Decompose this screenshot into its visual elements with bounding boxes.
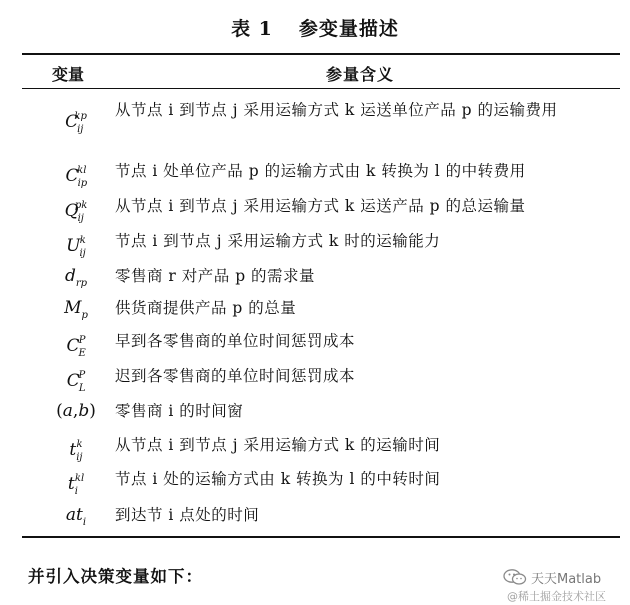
- variable-symbol: $d_{rp}$: [64, 266, 88, 289]
- table-top-rule: [22, 53, 620, 55]
- table-caption-title: 参变量描述: [298, 18, 399, 40]
- watermark: [503, 566, 627, 604]
- variable-description: 节点 i 到节点 j 采用运输方式 k 时的运输能力: [115, 232, 441, 250]
- variable-description: 迟到各零售商的单位时间惩罚成本: [115, 367, 356, 385]
- variable-description: 节点 i 处单位产品 p 的运输方式由 k 转换为 l 的中转费用: [115, 162, 526, 180]
- column-header-variable: 变量: [51, 65, 84, 84]
- variable-symbol: $M_p$: [64, 298, 88, 321]
- variable-symbol: $U_{ij}^k$: [66, 235, 86, 259]
- variable-description: 到达节 i 点处的时间: [115, 506, 260, 524]
- table-header-rule: [22, 88, 620, 89]
- table-caption: [0, 14, 630, 41]
- variable-symbol: (a,b): [56, 401, 96, 421]
- variable-symbol: $C_{ip}^{kl}$: [65, 165, 88, 189]
- watermark-name: 天天Matlab: [531, 572, 602, 587]
- table-bottom-rule: [22, 536, 620, 538]
- variable-symbol: $at_i$: [65, 505, 87, 528]
- variable-symbol: $Q_{ij}^{pk}$: [64, 200, 88, 224]
- variable-description: 零售商 i 的时间窗: [115, 402, 244, 420]
- watermark-subtitle: @稀土掘金技术社区: [507, 590, 606, 603]
- column-header-meaning: 参量含义: [325, 65, 394, 84]
- variable-description: 从节点 i 到节点 j 采用运输方式 k 运送单位产品 p 的运输费用: [115, 101, 558, 119]
- variable-symbol: $t_{ij}^k$: [69, 439, 83, 463]
- table-caption-number: 表 1: [231, 18, 273, 40]
- variable-symbol: $C_E^P$: [66, 335, 86, 359]
- variable-description: 零售商 r 对产品 p 的需求量: [115, 267, 316, 285]
- variable-description: 节点 i 处的运输方式由 k 转换为 l 的中转时间: [115, 470, 441, 488]
- variable-symbol: $t_i^{kl}$: [67, 473, 85, 497]
- wechat-logo-icon: [503, 569, 527, 585]
- variable-description: 从节点 i 到节点 j 采用运输方式 k 的运输时间: [115, 436, 441, 454]
- variable-description: 早到各零售商的单位时间惩罚成本: [115, 332, 356, 350]
- variable-symbol: $C_L^P$: [66, 370, 86, 394]
- variable-symbol: $C_{ij}^{kp}$: [65, 111, 87, 135]
- variable-description: 从节点 i 到节点 j 采用运输方式 k 运送产品 p 的总运输量: [115, 197, 526, 215]
- variable-description: 供货商提供产品 p 的总量: [115, 299, 297, 317]
- body-text-line: 并引入决策变量如下：: [28, 567, 203, 586]
